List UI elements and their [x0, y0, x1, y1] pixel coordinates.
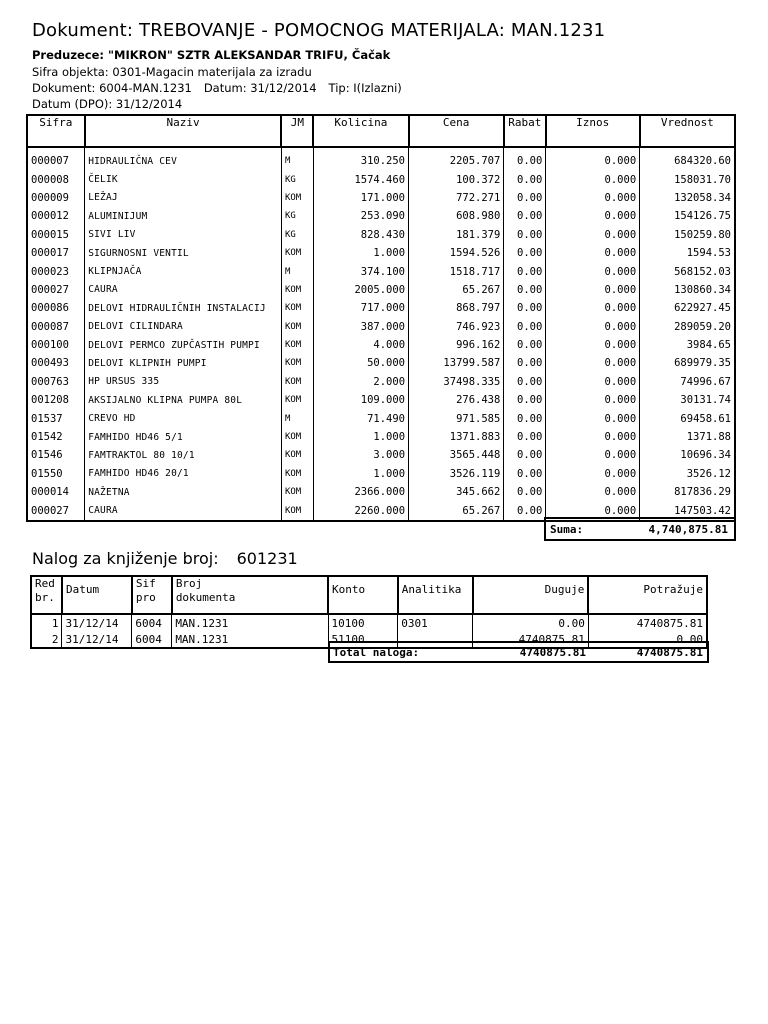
cell-jm: M: [281, 147, 313, 170]
cell-vrednost: 622927.45: [640, 299, 735, 317]
cell-iznos: 0.000: [546, 281, 640, 299]
cell-kolicina: 4.000: [313, 336, 408, 354]
cell-cena: 772.271: [409, 189, 504, 207]
table-row: [27, 336, 735, 354]
company-line: Preduzece: "MIKRON" SZTR ALEKSANDAR TRIFU, Čačak: [32, 48, 391, 62]
col-header-naziv: Naziv: [85, 115, 282, 147]
items-body: [27, 147, 735, 521]
col-header-jm: JM: [281, 115, 313, 147]
cell-vrednost: 684320.60: [640, 147, 735, 170]
cell-sifra: 000100: [27, 336, 85, 354]
items-header-row: [27, 115, 735, 147]
table-row: [27, 465, 735, 483]
cell-cena: 181.379: [409, 226, 504, 244]
cell-naziv: AKSIJALNO KLIPNA PUMPA 80L: [85, 391, 282, 409]
cell-broj-dokumenta: MAN.1231: [172, 631, 328, 648]
cell-vrednost: 1371.88: [640, 428, 735, 446]
posting-total-duguje: 4740875.81: [519, 646, 586, 659]
table-row: [27, 483, 735, 501]
cell-jm: KOM: [281, 318, 313, 336]
posting-order-label: Nalog za knjiženje broj:: [32, 549, 219, 568]
cell-iznos: 0.000: [546, 207, 640, 225]
cell-sifra: 000493: [27, 354, 85, 372]
cell-rabat: 0.00: [504, 318, 546, 336]
table-row: [27, 354, 735, 372]
cell-kolicina: 50.000: [313, 354, 408, 372]
cell-vrednost: 30131.74: [640, 391, 735, 409]
cell-iznos: 0.000: [546, 483, 640, 501]
cell-rabat: 0.00: [504, 428, 546, 446]
cell-naziv: LEŽAJ: [85, 189, 282, 207]
cell-sif-pro: 6004: [132, 631, 172, 648]
cell-naziv: CAURA: [85, 501, 282, 520]
cell-cena: 345.662: [409, 483, 504, 501]
cell-naziv: KLIPNJAČA: [85, 262, 282, 280]
cell-vrednost: 69458.61: [640, 409, 735, 427]
table-row: [31, 614, 707, 631]
cell-jm: M: [281, 409, 313, 427]
cell-rabat: 0.00: [504, 446, 546, 464]
col-header-datum: Datum: [62, 576, 132, 614]
cell-cena: 1594.526: [409, 244, 504, 262]
table-row: [27, 318, 735, 336]
cell-cena: 13799.587: [409, 354, 504, 372]
cell-vrednost: 3526.12: [640, 465, 735, 483]
cell-rabat: 0.00: [504, 373, 546, 391]
cell-iznos: 0.000: [546, 299, 640, 317]
cell-rabat: 0.00: [504, 170, 546, 188]
cell-cena: 276.438: [409, 391, 504, 409]
cell-rabat: 0.00: [504, 207, 546, 225]
col-header-kolicina: Kolicina: [313, 115, 408, 147]
cell-sifra: 000763: [27, 373, 85, 391]
cell-vrednost: 74996.67: [640, 373, 735, 391]
cell-kolicina: 717.000: [313, 299, 408, 317]
cell-naziv: HIDRAULIČNA CEV: [85, 147, 282, 170]
cell-red-br: 2: [31, 631, 62, 648]
cell-rabat: 0.00: [504, 281, 546, 299]
table-row: [27, 446, 735, 464]
cell-vrednost: 689979.35: [640, 354, 735, 372]
cell-iznos: 0.000: [546, 336, 640, 354]
cell-vrednost: 150259.80: [640, 226, 735, 244]
posting-total-box: [328, 641, 709, 663]
cell-sifra: 000027: [27, 281, 85, 299]
cell-kolicina: 2005.000: [313, 281, 408, 299]
cell-sifra: 000008: [27, 170, 85, 188]
cell-vrednost: 158031.70: [640, 170, 735, 188]
cell-sifra: 000027: [27, 501, 85, 520]
cell-sifra: 000086: [27, 299, 85, 317]
cell-sifra: 000087: [27, 318, 85, 336]
document-number: Dokument: 6004-MAN.1231: [32, 81, 192, 95]
cell-sifra: 000014: [27, 483, 85, 501]
cell-jm: M: [281, 262, 313, 280]
cell-naziv: CREVO HD: [85, 409, 282, 427]
cell-sifra: 01537: [27, 409, 85, 427]
cell-sifra: 01546: [27, 446, 85, 464]
document-type: Tip: I(Izlazni): [328, 81, 402, 95]
col-header-iznos: Iznos: [546, 115, 640, 147]
cell-jm: KOM: [281, 299, 313, 317]
cell-kolicina: 2.000: [313, 373, 408, 391]
cell-jm: KOM: [281, 373, 313, 391]
table-row: [27, 226, 735, 244]
cell-vrednost: 154126.75: [640, 207, 735, 225]
document-date: Datum: 31/12/2014: [203, 81, 317, 95]
cell-naziv: DELOVI HIDRAULIČNIH INSTALACIJ: [85, 299, 282, 317]
cell-iznos: 0.000: [546, 318, 640, 336]
cell-kolicina: 1574.460: [313, 170, 408, 188]
cell-sifra: 000023: [27, 262, 85, 280]
cell-cena: 996.162: [409, 336, 504, 354]
document-title: Dokument: TREBOVANJE - POMOCNOG MATERIJALA: MAN.1231: [32, 20, 606, 41]
cell-iznos: 0.000: [546, 428, 640, 446]
cell-cena: 3526.119: [409, 465, 504, 483]
table-row: [27, 244, 735, 262]
cell-cena: 3565.448: [409, 446, 504, 464]
col-header-analitika: Analitika: [398, 576, 473, 614]
cell-kolicina: 1.000: [313, 465, 408, 483]
col-header-sifra: Sifra: [27, 115, 85, 147]
table-row: [27, 373, 735, 391]
cell-iznos: 0.000: [546, 262, 640, 280]
cell-vrednost: 10696.34: [640, 446, 735, 464]
cell-jm: KG: [281, 226, 313, 244]
cell-cena: 2205.707: [409, 147, 504, 170]
cell-rabat: 0.00: [504, 189, 546, 207]
cell-naziv: HP URSUS 335: [85, 373, 282, 391]
col-header-cena: Cena: [409, 115, 504, 147]
cell-naziv: FAMHIDO HD46 20/1: [85, 465, 282, 483]
cell-naziv: SIVI LIV: [85, 226, 282, 244]
cell-iznos: 0.000: [546, 501, 640, 520]
table-row: [27, 409, 735, 427]
cell-broj-dokumenta: MAN.1231: [172, 614, 328, 631]
cell-potrazuje: 4740875.81: [588, 614, 707, 631]
col-header-broj-dokumenta: Broj dokumenta: [172, 576, 328, 614]
cell-vrednost: 147503.42: [640, 501, 735, 520]
cell-rabat: 0.00: [504, 262, 546, 280]
cell-sifra: 000015: [27, 226, 85, 244]
cell-sifra: 000017: [27, 244, 85, 262]
cell-naziv: ALUMINIJUM: [85, 207, 282, 225]
cell-cena: 1371.883: [409, 428, 504, 446]
col-header-duguje: Duguje: [473, 576, 589, 614]
col-header-sif-pro: Sif pro: [132, 576, 172, 614]
cell-naziv: NAŽETNA: [85, 483, 282, 501]
cell-cena: 746.923: [409, 318, 504, 336]
cell-red-br: 1: [31, 614, 62, 631]
cell-iznos: 0.000: [546, 465, 640, 483]
cell-cena: 65.267: [409, 281, 504, 299]
object-code-line: Sifra objekta: 0301-Magacin materijala za izradu: [32, 65, 312, 79]
cell-cena: 608.980: [409, 207, 504, 225]
cell-iznos: 0.000: [546, 147, 640, 170]
cell-iznos: 0.000: [546, 391, 640, 409]
cell-kolicina: 387.000: [313, 318, 408, 336]
cell-jm: KOM: [281, 189, 313, 207]
sum-label: Suma:: [550, 523, 584, 536]
cell-naziv: SIGURNOSNI VENTIL: [85, 244, 282, 262]
cell-sifra: 000009: [27, 189, 85, 207]
cell-cena: 1518.717: [409, 262, 504, 280]
cell-vrednost: 3984.65: [640, 336, 735, 354]
cell-datum: 31/12/14: [62, 614, 132, 631]
cell-konto: 51100: [328, 631, 398, 648]
cell-rabat: 0.00: [504, 501, 546, 520]
cell-sifra: 001208: [27, 391, 85, 409]
cell-kolicina: 253.090: [313, 207, 408, 225]
cell-cena: 100.372: [409, 170, 504, 188]
items-table: [26, 114, 736, 522]
cell-jm: KOM: [281, 483, 313, 501]
cell-iznos: 0.000: [546, 170, 640, 188]
cell-jm: KOM: [281, 446, 313, 464]
sum-value: 4,740,875.81: [648, 523, 728, 536]
table-row: [27, 189, 735, 207]
cell-rabat: 0.00: [504, 226, 546, 244]
cell-vrednost: 817836.29: [640, 483, 735, 501]
cell-sifra: 000012: [27, 207, 85, 225]
cell-iznos: 0.000: [546, 409, 640, 427]
cell-datum: 31/12/14: [62, 631, 132, 648]
col-header-red-br: Red br.: [31, 576, 62, 614]
table-row: [27, 147, 735, 170]
cell-rabat: 0.00: [504, 147, 546, 170]
cell-jm: KOM: [281, 281, 313, 299]
table-row: [27, 299, 735, 317]
cell-cena: 65.267: [409, 501, 504, 520]
cell-jm: KOM: [281, 428, 313, 446]
dpo-date-line: Datum (DPO): 31/12/2014: [32, 97, 183, 111]
cell-naziv: DELOVI PERMCO ZUPČASTIH PUMPI: [85, 336, 282, 354]
cell-iznos: 0.000: [546, 226, 640, 244]
table-row: [27, 262, 735, 280]
cell-kolicina: 171.000: [313, 189, 408, 207]
cell-kolicina: 3.000: [313, 446, 408, 464]
cell-sif-pro: 6004: [132, 614, 172, 631]
cell-jm: KOM: [281, 354, 313, 372]
posting-order-number: 601231: [236, 549, 298, 568]
table-row: [27, 281, 735, 299]
cell-kolicina: 2260.000: [313, 501, 408, 520]
posting-table: [30, 575, 708, 649]
cell-naziv: FAMTRAKTOL 80 10/1: [85, 446, 282, 464]
cell-cena: 868.797: [409, 299, 504, 317]
table-row: [27, 428, 735, 446]
cell-vrednost: 1594.53: [640, 244, 735, 262]
cell-kolicina: 1.000: [313, 244, 408, 262]
cell-kolicina: 828.430: [313, 226, 408, 244]
cell-konto: 10100: [328, 614, 398, 631]
posting-order-title: [32, 549, 298, 568]
cell-vrednost: 130860.34: [640, 281, 735, 299]
col-header-potrazuje: Potražuje: [588, 576, 707, 614]
cell-kolicina: 310.250: [313, 147, 408, 170]
cell-vrednost: 568152.03: [640, 262, 735, 280]
cell-iznos: 0.000: [546, 446, 640, 464]
cell-kolicina: 374.100: [313, 262, 408, 280]
cell-analitika: 0301: [398, 614, 473, 631]
cell-duguje: 0.00: [473, 614, 589, 631]
sum-box: [544, 517, 736, 541]
cell-iznos: 0.000: [546, 354, 640, 372]
posting-total-label: Total naloga:: [333, 646, 420, 659]
cell-naziv: DELOVI CILINDARA: [85, 318, 282, 336]
cell-kolicina: 109.000: [313, 391, 408, 409]
cell-naziv: CAURA: [85, 281, 282, 299]
col-header-rabat: Rabat: [504, 115, 546, 147]
posting-header-row: [31, 576, 707, 614]
cell-sifra: 01542: [27, 428, 85, 446]
cell-vrednost: 289059.20: [640, 318, 735, 336]
cell-rabat: 0.00: [504, 299, 546, 317]
cell-naziv: FAMHIDO HD46 5/1: [85, 428, 282, 446]
cell-iznos: 0.000: [546, 189, 640, 207]
cell-jm: KOM: [281, 244, 313, 262]
cell-kolicina: 71.490: [313, 409, 408, 427]
document-info-line: [32, 81, 414, 95]
cell-rabat: 0.00: [504, 354, 546, 372]
cell-sifra: 000007: [27, 147, 85, 170]
cell-jm: KOM: [281, 501, 313, 520]
cell-rabat: 0.00: [504, 409, 546, 427]
cell-duguje: 4740875.81: [473, 631, 589, 648]
table-row: [27, 391, 735, 409]
cell-cena: 37498.335: [409, 373, 504, 391]
cell-kolicina: 1.000: [313, 428, 408, 446]
cell-jm: KOM: [281, 391, 313, 409]
cell-jm: KG: [281, 207, 313, 225]
col-header-konto: Konto: [328, 576, 398, 614]
cell-kolicina: 2366.000: [313, 483, 408, 501]
cell-potrazuje: 0.00: [588, 631, 707, 648]
cell-jm: KOM: [281, 336, 313, 354]
cell-iznos: 0.000: [546, 373, 640, 391]
cell-jm: KOM: [281, 465, 313, 483]
posting-total-potrazuje: 4740875.81: [636, 646, 703, 659]
cell-vrednost: 132058.34: [640, 189, 735, 207]
cell-rabat: 0.00: [504, 465, 546, 483]
cell-rabat: 0.00: [504, 483, 546, 501]
table-row: [27, 207, 735, 225]
cell-sifra: 01550: [27, 465, 85, 483]
cell-rabat: 0.00: [504, 391, 546, 409]
cell-cena: 971.585: [409, 409, 504, 427]
cell-naziv: ČELIK: [85, 170, 282, 188]
cell-iznos: 0.000: [546, 244, 640, 262]
cell-rabat: 0.00: [504, 336, 546, 354]
cell-rabat: 0.00: [504, 244, 546, 262]
table-row: [27, 170, 735, 188]
col-header-vrednost: Vrednost: [640, 115, 735, 147]
cell-naziv: DELOVI KLIPNIH PUMPI: [85, 354, 282, 372]
cell-jm: KG: [281, 170, 313, 188]
